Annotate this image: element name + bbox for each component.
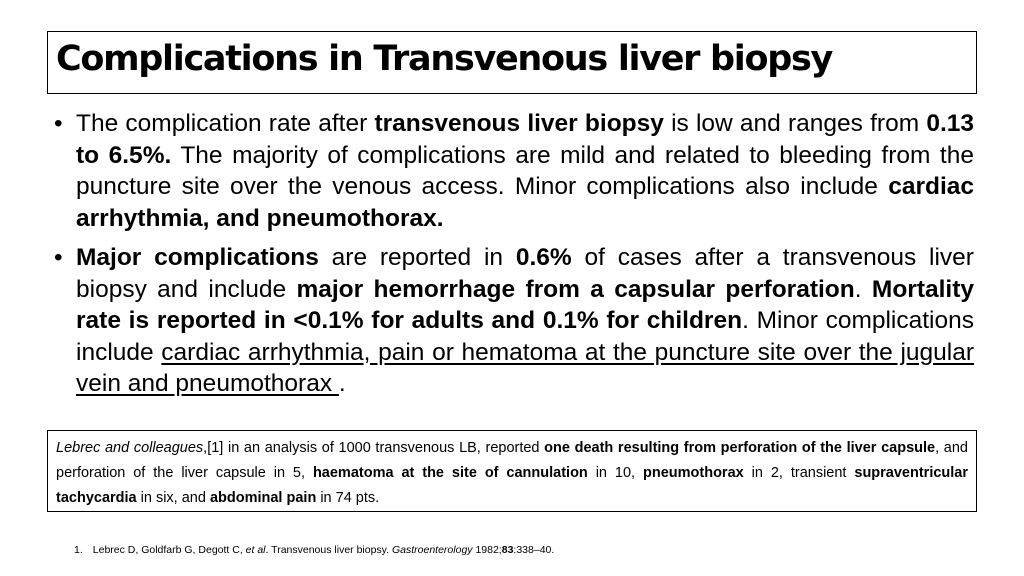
note-emphasis: supraventricular tachycardia (56, 465, 969, 506)
note-text: in 10, (587, 465, 643, 481)
bullet-emphasis: major hemorrhage from a capsular perforation (296, 275, 855, 303)
bullet-text: is low and ranges from (663, 110, 927, 137)
bullet-text: of cases after a transvenous liver biopsy and include (76, 244, 974, 303)
note-author: Lebrec and colleagues (56, 440, 204, 456)
bullet-text: are reported in (318, 244, 516, 271)
note-emphasis: pneumothorax (643, 465, 744, 481)
note-text: in 74 pts. (316, 490, 380, 506)
bullet-emphasis: Major complications (76, 244, 319, 271)
note-emphasis: haematoma at the site of cannulation (312, 465, 588, 481)
bullet-text: . Minor complications include (76, 307, 974, 366)
bullet-icon: • (54, 244, 63, 271)
bullet-item-complication-rate (54, 108, 974, 234)
reference-text: 1982; (472, 544, 502, 556)
bullet-emphasis: 0.13 to 6.5%. (76, 110, 974, 169)
note-text: , and perforation of the liver capsule in 5, (56, 440, 968, 481)
reference-number: 1. (74, 544, 83, 556)
note-emphasis: abdominal pain (209, 490, 317, 506)
bullet-item-major-complications (54, 242, 974, 400)
bullet-text: . (854, 275, 872, 303)
reference-text: . Transvenous liver biopsy. (265, 544, 392, 556)
bullet-icon: • (54, 110, 63, 137)
bullet-underlined-text: cardiac arrhythmia, pain or hematoma at the puncture site over the jugular vein and pneumothorax (76, 338, 974, 397)
bullet-text: The complication rate after (76, 110, 375, 137)
bullet-emphasis: Mortality rate is reported in <0.1% for adults and 0.1% for children (76, 275, 974, 334)
bullet-emphasis: cardiac arrhythmia, and pneumothorax. (76, 173, 974, 232)
bullet-text: . (338, 370, 346, 397)
reference-italic: et al (245, 544, 266, 556)
reference-footnote (74, 544, 554, 556)
reference-text: :338–40. (513, 544, 555, 556)
note-text: in six, and (136, 490, 210, 506)
bullet-list (54, 108, 974, 408)
note-emphasis: one death resulting from perforation of the liver capsule (544, 440, 936, 456)
reference-volume: 83 (501, 544, 514, 556)
slide-title: Complications in Transvenous liver biopsy (56, 39, 833, 79)
note-text: ,[1] in an analysis of 1000 transvenous LB, reported (203, 440, 545, 456)
study-note-box (47, 430, 977, 512)
note-text: in 2, transient (743, 465, 855, 481)
reference-journal: Gastroenterology (391, 544, 473, 556)
bullet-text: The majority of complications are mild and related to bleeding from the puncture site over the venous access. Minor complications also include (76, 141, 974, 200)
bullet-emphasis: 0.6% (515, 244, 572, 271)
bullet-emphasis: transvenous liver biopsy (374, 110, 664, 137)
reference-text: Lebrec D, Goldfarb G, Degott C, (92, 544, 246, 556)
title-box (47, 31, 977, 94)
